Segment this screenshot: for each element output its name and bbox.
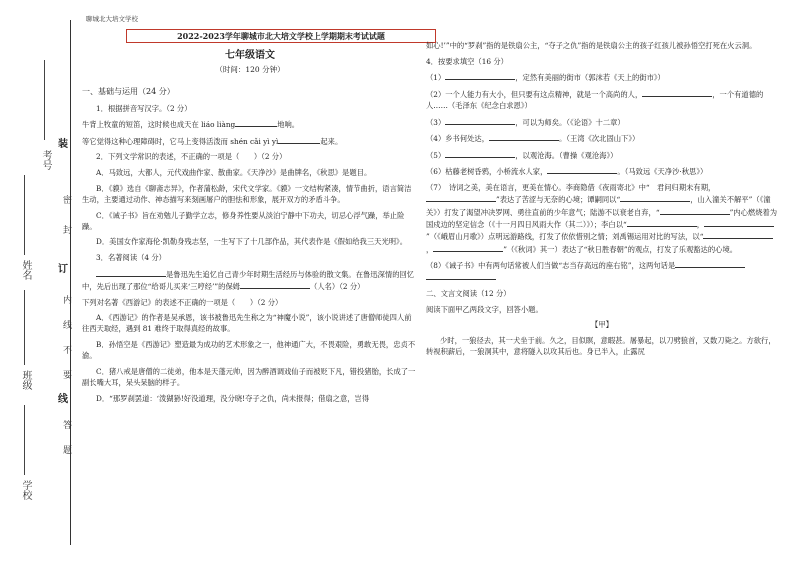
right-column (426, 40, 778, 555)
seal-word-7: 答 (61, 420, 71, 429)
class-label: 班级 (20, 370, 31, 390)
fill-8 (426, 259, 778, 284)
fill-4 (426, 132, 778, 144)
fill-5 (426, 149, 778, 161)
answer-blank[interactable] (96, 268, 166, 277)
q2-option-d: D．美国女作家海伦·凯勒身残志坚，一生写下了十几部作品，其代表作是《假如给我三天光明》。 (96, 237, 407, 247)
fill-1-num: （1） (426, 73, 446, 83)
seal-word-5: 不 (61, 345, 71, 354)
answer-blank[interactable] (547, 165, 617, 174)
fill-5-end: ，以观沧海。（曹操《观沧海》） (515, 150, 618, 160)
q3-line-1 (82, 268, 418, 293)
q2-option-c: C．《诫子书》旨在劝勉儿子勤学立志，修身养性要从淡泊宁静中下功夫，切忌心浮气躁，举止险躁。 (82, 210, 405, 231)
answer-blank[interactable] (627, 218, 697, 227)
fill-4-end: 。（王湾《次北固山下》） (559, 134, 640, 144)
question-3: 3．名著阅读（4 分） (96, 253, 166, 263)
section-1-heading: 一、基础与运用（24 分） (82, 87, 175, 96)
q2-option-a: A．马致远，大都人，元代戏曲作家、散曲家。《天净沙》是曲牌名，《秋思》是题目。 (96, 168, 372, 178)
q1-line-2 (82, 135, 418, 147)
answer-blank[interactable] (675, 259, 745, 268)
answer-blank[interactable] (426, 193, 496, 202)
left-column (82, 14, 418, 554)
exam-title: 2022-2023学年聊城市北大培文学校上学期期末考试试题 (126, 29, 436, 43)
answer-blank[interactable] (240, 280, 310, 289)
answer-blank[interactable] (704, 218, 774, 227)
answer-blank[interactable] (660, 206, 730, 215)
fill-6-text: （6）枯藤老树昏鸦，小桥流水人家， (426, 167, 548, 177)
class-line (24, 290, 25, 365)
passage-jia-text: 少时，一狼径去，其一犬坐于前。久之，目似瞑，意暇甚。屠暴起，以刀劈狼首，又数刀毙之。方欲行，转视积薪后，一狼洞其中，意将隧入以攻其后也。身已半入，止露尻 (426, 335, 776, 357)
question-1: 1．根据拼音写汉字。（2 分） (96, 103, 192, 113)
fill-7-text-c: ，山入潼关不解平”（《潼关》）打发了渴望冲决罗网、勇往直前的少年意气；陆游不以衰老自弃，“ (426, 195, 771, 217)
seal-word-8: 题 (61, 445, 71, 454)
question-4: 4．按要求填空（16 分） (426, 56, 508, 66)
answer-blank[interactable] (445, 149, 515, 158)
answer-blank[interactable] (426, 271, 496, 280)
subject-title: 七年级语文 (225, 50, 275, 61)
fill-1 (426, 71, 778, 83)
fill-7-text-f: ”（《峨眉山月歌》）点明远游路线，打发了依依惜别之情；刘禹锡运用对比的写法，以“ (426, 232, 704, 242)
left-body (82, 86, 418, 408)
q3-option-a: A．《西游记》的作者是吴承恩，该书被鲁迅先生称之为“神魔小说”，该小说讲述了唐僧师徒四人前往西天取经，遇到 81 难终于取得真经的故事。 (82, 313, 412, 334)
fill-7-text-g: ， (426, 244, 434, 254)
q1-line-1-end: 地响。 (277, 120, 300, 130)
answer-blank[interactable] (489, 132, 559, 141)
school-line (24, 405, 25, 475)
school-tag: 聊城北大培文学校 (86, 15, 138, 23)
fill-5-num: （5） (426, 150, 446, 160)
fill-3-num: （3） (426, 117, 446, 127)
q3-option-b: B．孙悟空是《西游记》塑造最为成功的艺术形象之一，他神通广大，不畏艰险，勇敢无畏，忠贞不渝。 (82, 340, 416, 361)
school-label: 学校 (20, 480, 31, 500)
binding-line (70, 20, 71, 545)
fill-3-end: ，可以为师矣。（《论语》十二章） (515, 117, 625, 127)
seal-word-4: 内 (61, 295, 71, 304)
fill-4-text: （4）乡书何处达， (426, 134, 490, 144)
answer-blank[interactable] (445, 71, 515, 80)
fill-2-end: ，一个有道德的人……（毛泽东《纪念白求恩》） (426, 89, 764, 111)
passage-jia-label: 【甲】 (591, 320, 613, 330)
answer-blank[interactable] (433, 243, 503, 252)
seal-word-1: 密 (61, 195, 71, 204)
seal-word-2: 封 (61, 225, 71, 234)
reading-instruction: 阅读下面甲乙两段文字，回答小题。 (426, 304, 543, 314)
name-line (24, 175, 25, 255)
q3-line-1-mid: （人名）（2 分） (310, 281, 365, 291)
q1-line-2-text: 等它觉得这种心理障碍时，它马上变得活泼而 shén cǎi yì yì (82, 136, 279, 146)
time-limit: （时间：120 分钟） (215, 65, 285, 74)
seal-word-6: 要 (61, 370, 71, 379)
fill-8-text: （8）《诫子书》中有两句话常被人们当做“志当存高远的座右铭”，这两句话是 (426, 261, 676, 271)
name-label: 姓名 (20, 260, 31, 280)
fill-2-text: （2）一个人能力有大小，但只要有这点精神，就是一个高尚的人， (426, 89, 643, 99)
seal-marker-3: 线 (58, 394, 68, 405)
q1-line-1 (82, 118, 418, 130)
fill-2 (426, 88, 778, 112)
q3-option-c: C．猪八戒是唐僧的二徒弟，他本是天蓬元帅，因为醉酒调戏仙子而被贬下凡，错投猪胎，长成了一副长嘴大耳，呆头呆脑的样子。 (82, 366, 416, 388)
answer-blank[interactable] (703, 230, 773, 239)
question-2: 2．下列文学常识的表述，不正确的一项是（ ）（2 分） (96, 152, 287, 162)
q1-line-2-end: 起来。 (320, 136, 343, 146)
answer-blank[interactable] (278, 135, 320, 144)
answer-blank[interactable] (445, 116, 515, 125)
binding-margin (0, 0, 80, 561)
seal-word-3: 线 (61, 320, 71, 329)
answer-blank[interactable] (642, 88, 712, 97)
fill-1-end: ，定然有美丽的街市（郭沫若《天上的街市》） (515, 73, 665, 83)
fill-7-text-a: （7） 诗词之美，美在语言，更美在情心。李商隐借《夜雨寄北》中“ 君问归期未有期， (426, 183, 716, 193)
q3-option-d: D．“那罗刹罢道：‘泼猢狲!好没道理，没分晓!夺子之仇，尚未报得；借扇之意，岂得 (96, 393, 370, 403)
fill-6 (426, 165, 778, 177)
q3-line-1-text: 是鲁迅先生追忆自己青少年时期生活经历与体验的散文集。在鲁迅深情的回忆中，先后出现了那位“给哥儿买来‘三哼经’”的保姆 (82, 269, 415, 291)
seal-marker-1: 装 (58, 139, 68, 150)
q3-line-2: 下列对名著《西游记》的表述不正确的一项是（ ）（2 分） (82, 297, 283, 307)
fill-7-text-d: ”内心燃烧着为国戍边的坚定信念（《十一月四日风雨大作（其二）》）；李白以“ (426, 207, 778, 229)
exam-number-label: 考号 (40, 150, 51, 170)
fill-6-end: 。（马致远《天净沙·秋思》） (617, 167, 708, 177)
fill-7 (426, 182, 778, 255)
fill-7-text-h: ”（《秋词》其一）表达了“秋日胜春朝”的观点，打发了乐观豁达的心境。 (503, 244, 738, 254)
q2-option-b: B．《貘》选自《聊斋志异》，作者蒲松龄，宋代文学家。《貘》一文结构紧凑，情节曲折，语言简洁生动，主要通过动作、神态描写来刻画屠户的胆怯和形象，展开双方的矛盾斗争。 (82, 183, 412, 204)
fill-7-text-e: ， (696, 219, 705, 229)
answer-blank[interactable] (620, 193, 690, 202)
exam-number-line (44, 60, 45, 140)
q1-line-1-text: 牛背上牧童的短笛，这时候也成天在 liáo liàng (82, 120, 236, 130)
fill-3 (426, 116, 778, 128)
section-2-heading: 二、文言文阅读（12 分） (426, 289, 511, 299)
q3-d-continuation: 如心!’”中的“罗刹”指的是铁扇公主，“夺子之仇”指的是铁扇公主的孩子红孩儿被孙悟空打死在火云洞。 (426, 41, 757, 50)
answer-blank[interactable] (235, 118, 277, 127)
fill-7-text-b: ”表达了苦涩与无奈的心境；谭嗣同以“ (496, 195, 621, 205)
seal-marker-2: 订 (58, 264, 68, 275)
